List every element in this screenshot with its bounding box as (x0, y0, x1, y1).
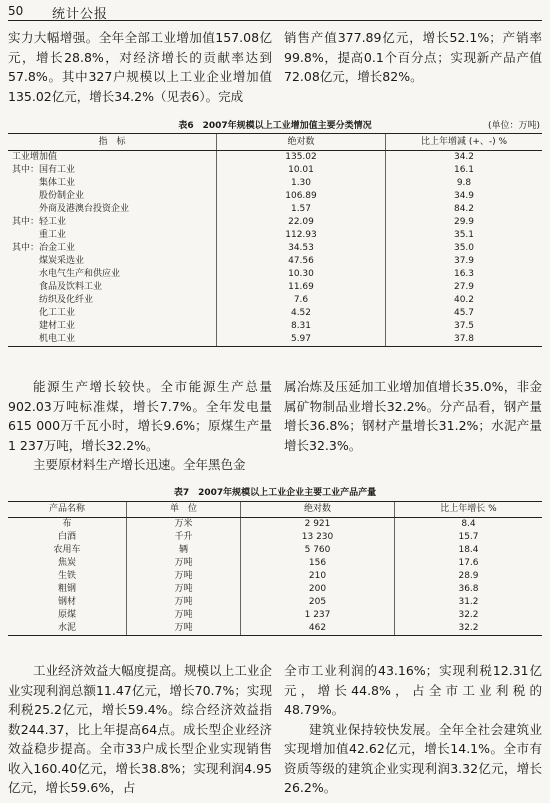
row-label: 重工业 (12, 230, 67, 240)
section-title: 统计公报 (52, 7, 109, 22)
paragraph-text: 建筑业保持较快发展。全年全社会建筑业实现增加值42.62亿元，增长14.1%。全市有资质等级的建筑企业实现利润3.32亿元，增长26.2%。 (284, 721, 542, 795)
middle-left-paragraphs (8, 377, 272, 475)
table-row (8, 151, 542, 165)
table7-caption: 表7 2007年规模以上工业企业主要工业产品产量 (173, 488, 377, 498)
product-name: 生铁 (57, 571, 76, 581)
column-header: 单 位 (127, 502, 241, 518)
growth-cell: 15.7 (395, 531, 543, 544)
table-row (8, 177, 542, 190)
value-cell: 4.52 (217, 307, 386, 320)
table-row (8, 281, 542, 294)
value-cell: 2 921 (241, 518, 395, 532)
middle-right-paragraph (284, 377, 542, 455)
growth-cell: 31.2 (395, 596, 543, 609)
growth-cell: 34.2 (386, 151, 543, 165)
value-cell: 47.56 (217, 255, 386, 268)
table-header-row (8, 502, 542, 518)
value-cell: 7.6 (217, 294, 386, 307)
product-name: 焦炭 (57, 558, 76, 568)
table-row (8, 333, 542, 347)
column-header: 指 标 (8, 134, 217, 151)
column-header: 绝对数 (241, 502, 395, 518)
value-cell: 210 (241, 570, 395, 583)
table7 (8, 501, 542, 636)
growth-cell: 17.6 (395, 557, 543, 570)
value-cell: 205 (241, 596, 395, 609)
growth-cell: 45.7 (386, 307, 543, 320)
paragraph-text: 实力大幅增强。全年全部工业增加值157.08亿元，增长28.8%，对经济增长的贡献率达到57.8%。其中327户规模以上工业企业增加值135.02亿元，增长34.2%（见表6）。完成 (8, 30, 272, 104)
growth-cell: 27.9 (386, 281, 543, 294)
table-row (8, 518, 542, 532)
table-row (8, 557, 542, 570)
table6-caption: 表6 2007年规模以上工业增加值主要分类情况 (178, 121, 372, 131)
table-header-row (8, 134, 542, 151)
value-cell: 156 (241, 557, 395, 570)
paragraph-text: 属冶炼及压延加工业增加值增长35.0%，非金属矿物制品业增长32.2%。分产品看，钢产量增长36.8%；钢材产量增长31.2%；水泥产量增长32.3%。 (284, 379, 542, 453)
product-name: 布 (62, 519, 72, 529)
value-cell: 5.97 (217, 333, 386, 347)
table-row (8, 570, 542, 583)
growth-cell: 29.9 (386, 216, 543, 229)
product-name: 粗钢 (57, 584, 76, 594)
row-label: 食品及饮料工业 (12, 282, 103, 292)
row-label: 化工工业 (12, 308, 76, 318)
value-cell: 200 (241, 583, 395, 596)
row-label: 股份制企业 (12, 191, 85, 201)
unit-cell: 万吨 (127, 596, 241, 609)
table6 (8, 133, 542, 347)
unit-cell: 万吨 (127, 583, 241, 596)
unit-cell: 万吨 (127, 570, 241, 583)
row-label: 机电工业 (8, 333, 217, 347)
paragraph-text: 能源生产增长较快。全市能源生产总量902.03万吨标准煤，增长7.7%。全年发电量615 000万千瓦小时，增长9.6%；原煤生产量1 237万吨，增长32.2%。 (8, 379, 272, 453)
column-header: 绝对数 (217, 134, 386, 151)
growth-cell: 8.4 (395, 518, 543, 532)
column-header: 比上年增长 % (395, 502, 543, 518)
growth-cell: 18.4 (395, 544, 543, 557)
table-row (8, 164, 542, 177)
row-label: 其中：轻工业 (12, 217, 67, 227)
table-row (8, 609, 542, 622)
growth-cell: 34.9 (386, 190, 543, 203)
growth-cell: 36.8 (395, 583, 543, 596)
row-label: 其中：冶金工业 (12, 243, 76, 253)
table-row (8, 229, 542, 242)
growth-cell: 84.2 (386, 203, 543, 216)
value-cell: 106.89 (217, 190, 386, 203)
column-header: 产品名称 (8, 502, 127, 518)
value-cell: 22.09 (217, 216, 386, 229)
value-cell: 135.02 (217, 151, 386, 165)
column-header: 比上年增减 (+、-) % (386, 134, 543, 151)
growth-cell: 32.2 (395, 609, 543, 622)
row-label: 纺织及化纤业 (12, 295, 94, 305)
unit-cell: 辆 (127, 544, 241, 557)
value-cell: 1.30 (217, 177, 386, 190)
unit-cell: 万吨 (127, 622, 241, 636)
value-cell: 1 237 (241, 609, 395, 622)
growth-cell: 9.8 (386, 177, 543, 190)
table-row (8, 203, 542, 216)
page-number: 50 (8, 4, 24, 18)
paragraph-text: 全市工业利润的43.16%；实现利税12.31亿元，增长44.8%，占全市工业利税的48.79%。 (284, 663, 542, 717)
row-label: 其中：国有工业 (12, 165, 76, 175)
unit-cell: 万吨 (127, 609, 241, 622)
paragraph-text: 销售产值377.89亿元，增长52.1%；产销率99.8%，提高0.1个百分点；实现新产品产值72.08亿元，增长82%。 (284, 30, 542, 84)
value-cell: 112.93 (217, 229, 386, 242)
table-row (8, 216, 542, 229)
table-row (8, 190, 542, 203)
product-name: 原煤 (57, 610, 76, 620)
table-row (8, 622, 542, 636)
table-row (8, 255, 542, 268)
growth-cell: 16.3 (386, 268, 543, 281)
product-name: 水泥 (8, 622, 127, 636)
paragraph-text: 主要原材料生产增长迅速。全年黑色金 (33, 457, 246, 472)
table-row (8, 596, 542, 609)
paragraph-text: 工业经济效益大幅度提高。规模以上工业企业实现利润总额11.47亿元，增长70.7%；实现利税25.2亿元，增长59.4%。综合经济效益指数244.37，比上年提高64点。成长型企业经济效益稳步提高。全市33户成长型企业实现销售收入160.40亿元，增长38.8%；实现利润4.95亿元，增长59.6%，占 (8, 663, 272, 795)
table-row (8, 268, 542, 281)
value-cell: 5 760 (241, 544, 395, 557)
unit-cell: 千升 (127, 531, 241, 544)
growth-cell: 35.1 (386, 229, 543, 242)
table6-unit: (单位：万吨) (487, 121, 540, 131)
top-left-paragraph (8, 28, 272, 106)
product-name: 钢材 (57, 597, 76, 607)
value-cell: 11.69 (217, 281, 386, 294)
value-cell: 462 (241, 622, 395, 636)
value-cell: 10.30 (217, 268, 386, 281)
product-name: 白酒 (57, 532, 76, 542)
row-label: 集体工业 (12, 178, 76, 188)
value-cell: 13 230 (241, 531, 395, 544)
growth-cell: 37.8 (386, 333, 543, 347)
growth-cell: 28.9 (395, 570, 543, 583)
row-label: 工业增加值 (12, 152, 58, 162)
table-row (8, 531, 542, 544)
growth-cell: 35.0 (386, 242, 543, 255)
table-row (8, 242, 542, 255)
header-rule (8, 20, 542, 21)
growth-cell: 37.9 (386, 255, 543, 268)
row-label: 建材工业 (12, 321, 76, 331)
value-cell: 1.57 (217, 203, 386, 216)
growth-cell: 40.2 (386, 294, 543, 307)
value-cell: 8.31 (217, 320, 386, 333)
product-name: 农用车 (53, 545, 81, 555)
unit-cell: 万吨 (127, 557, 241, 570)
bottom-right-paragraphs (284, 661, 542, 798)
growth-cell: 32.2 (395, 622, 543, 636)
growth-cell: 37.5 (386, 320, 543, 333)
page-header (8, 2, 542, 22)
value-cell: 10.01 (217, 164, 386, 177)
table-row (8, 294, 542, 307)
bottom-left-paragraph (8, 661, 272, 798)
table-row (8, 583, 542, 596)
growth-cell: 16.1 (386, 164, 543, 177)
table-row (8, 320, 542, 333)
table-row (8, 544, 542, 557)
table-row (8, 307, 542, 320)
top-right-paragraph (284, 28, 542, 87)
unit-cell: 万米 (127, 518, 241, 532)
row-label: 水电气生产和供应业 (12, 269, 121, 279)
value-cell: 34.53 (217, 242, 386, 255)
row-label: 煤炭采选业 (12, 256, 85, 266)
row-label: 外商及港澳台投资企业 (12, 204, 130, 214)
